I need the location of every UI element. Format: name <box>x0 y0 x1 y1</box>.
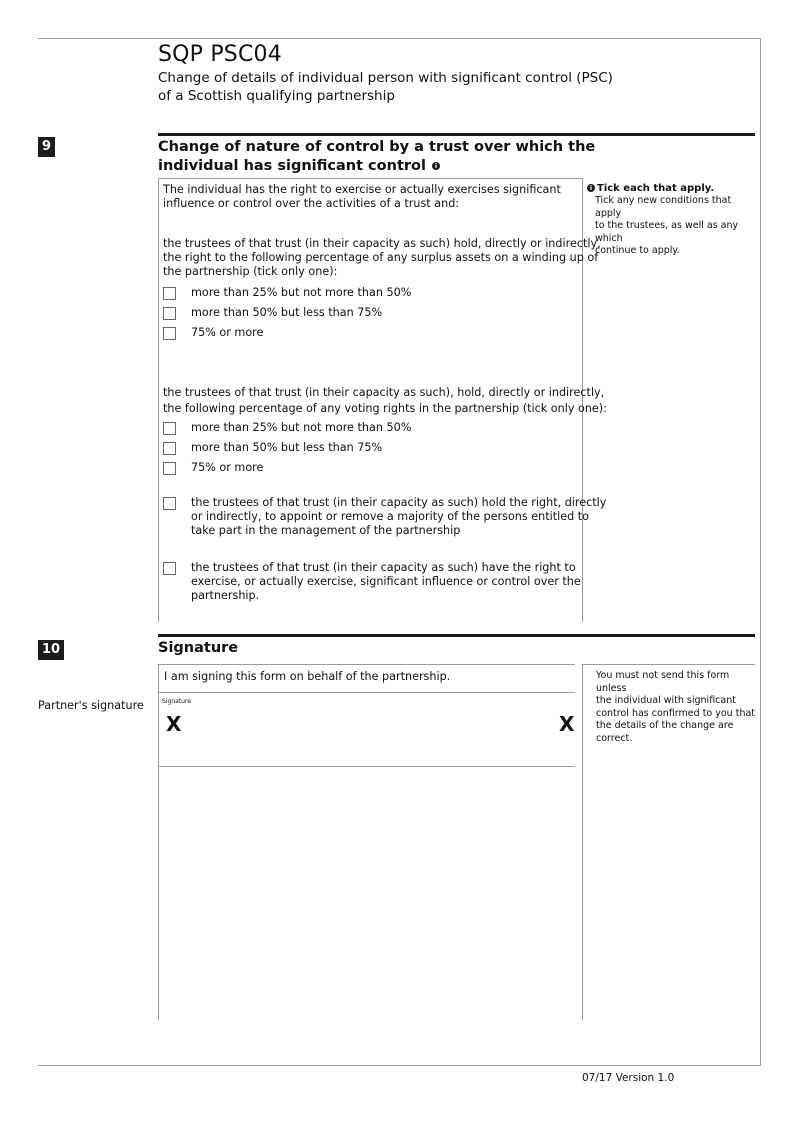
info-icon: i <box>432 162 440 170</box>
section-9-box-top <box>158 178 582 179</box>
form-title-line-2: of a Scottish qualifying partnership <box>158 88 395 104</box>
note-line: You must not send this form unless <box>596 670 730 694</box>
voting-option-50-75[interactable] <box>163 441 382 455</box>
option-label: 75% or more <box>191 461 264 474</box>
signature-end-x: X <box>559 712 575 736</box>
section-9-rule <box>158 133 755 136</box>
signing-statement: I am signing this form on behalf of the partnership. <box>164 670 451 683</box>
top-rule <box>38 38 760 39</box>
right-rule <box>760 38 761 1066</box>
voting-line-1: the trustees of that trust (in their capacity as such), hold, directly or indirectly, <box>163 386 605 399</box>
checkbox[interactable] <box>163 497 176 510</box>
voting-option-75-plus[interactable] <box>163 461 263 475</box>
section-9-title-line-2 <box>158 157 440 176</box>
influence-option[interactable] <box>163 561 581 603</box>
option-label: more than 25% but not more than 50% <box>191 421 412 434</box>
signature-start-x: X <box>166 712 182 736</box>
checkbox[interactable] <box>163 562 176 575</box>
assets-option-50-75[interactable] <box>163 306 382 320</box>
signature-field[interactable] <box>159 693 575 766</box>
option-label: more than 50% but less than 75% <box>191 441 383 454</box>
section-10-rule <box>158 634 755 637</box>
section-9-number: 9 <box>38 137 55 157</box>
note-line: the details of the change are correct. <box>596 720 734 744</box>
intro-line-2: influence or control over the activities of a trust and: <box>163 197 460 210</box>
checkbox[interactable] <box>163 462 176 475</box>
info-icon: i <box>587 184 595 192</box>
signature-caption: Signature <box>162 698 191 705</box>
checkbox[interactable] <box>163 327 176 340</box>
option-label: more than 50% but less than 75% <box>191 306 383 319</box>
partner-signature-label: Partner's signature <box>38 699 144 712</box>
appoint-line-2: or indirectly, to appoint or remove a majority of the persons entitled to <box>191 510 590 523</box>
checkbox[interactable] <box>163 307 176 320</box>
section-10-number: 10 <box>38 640 64 660</box>
voting-option-25-50[interactable] <box>163 421 411 435</box>
note-line: the individual with significant <box>596 695 736 706</box>
form-title-line-1: Change of details of individual person with significant control (PSC) <box>158 70 613 86</box>
note-line: control has confirmed to you that <box>596 707 756 719</box>
section-10-box-top <box>158 664 575 665</box>
form-code: SQP PSC04 <box>158 42 282 67</box>
voting-line-2: the following percentage of any voting rights in the partnership (tick only one): <box>163 402 607 415</box>
appoint-line-1: the trustees of that trust (in their capacity as such) hold the right, directly <box>191 496 607 509</box>
checkbox[interactable] <box>163 422 176 435</box>
checkbox[interactable] <box>163 287 176 300</box>
note-heading <box>587 182 757 195</box>
section-10-note-top <box>582 664 755 665</box>
section-10-note-left <box>582 664 583 1020</box>
appoint-line-3: take part in the management of the partnership <box>191 524 461 537</box>
bottom-rule <box>38 1065 760 1066</box>
option-label: more than 25% but not more than 50% <box>191 286 412 299</box>
influence-line-3: partnership. <box>191 589 260 602</box>
note-line: continue to apply. <box>595 245 680 256</box>
assets-line-3: the partnership (tick only one): <box>163 265 338 278</box>
assets-option-75-plus[interactable] <box>163 326 263 340</box>
checkbox[interactable] <box>163 442 176 455</box>
section-10-title: Signature <box>158 640 239 656</box>
note-line: to the trustees, as well as any which <box>595 220 739 244</box>
section-9-note <box>587 182 757 258</box>
signature-baseline <box>158 766 575 767</box>
influence-label <box>191 561 581 603</box>
note-line: Tick any new conditions that apply <box>595 195 732 219</box>
option-label: 75% or more <box>191 326 264 339</box>
intro-line-1: The individual has the right to exercise or actually exercises significant <box>163 183 561 196</box>
section-9-title-text: individual has significant control <box>158 158 426 174</box>
influence-line-1: the trustees of that trust (in their capacity as such) have the right to <box>191 561 576 574</box>
assets-line-2: the right to the following percentage of any surplus assets on a winding up of <box>163 251 599 264</box>
appoint-label <box>191 496 606 538</box>
note-heading-text: Tick each that apply. <box>597 183 715 194</box>
assets-line-1: the trustees of that trust (in their capacity as such) hold, directly or indirectly, <box>163 237 601 250</box>
version-label: 07/17 Version 1.0 <box>582 1072 675 1084</box>
section-9-box-left <box>158 178 159 622</box>
section-9-title-line-1: Change of nature of control by a trust over which the <box>158 139 596 155</box>
assets-option-25-50[interactable] <box>163 286 411 300</box>
influence-line-2: exercise, or actually exercise, significant influence or control over the <box>191 575 581 588</box>
appoint-option[interactable] <box>163 496 606 538</box>
section-10-note <box>596 670 756 745</box>
